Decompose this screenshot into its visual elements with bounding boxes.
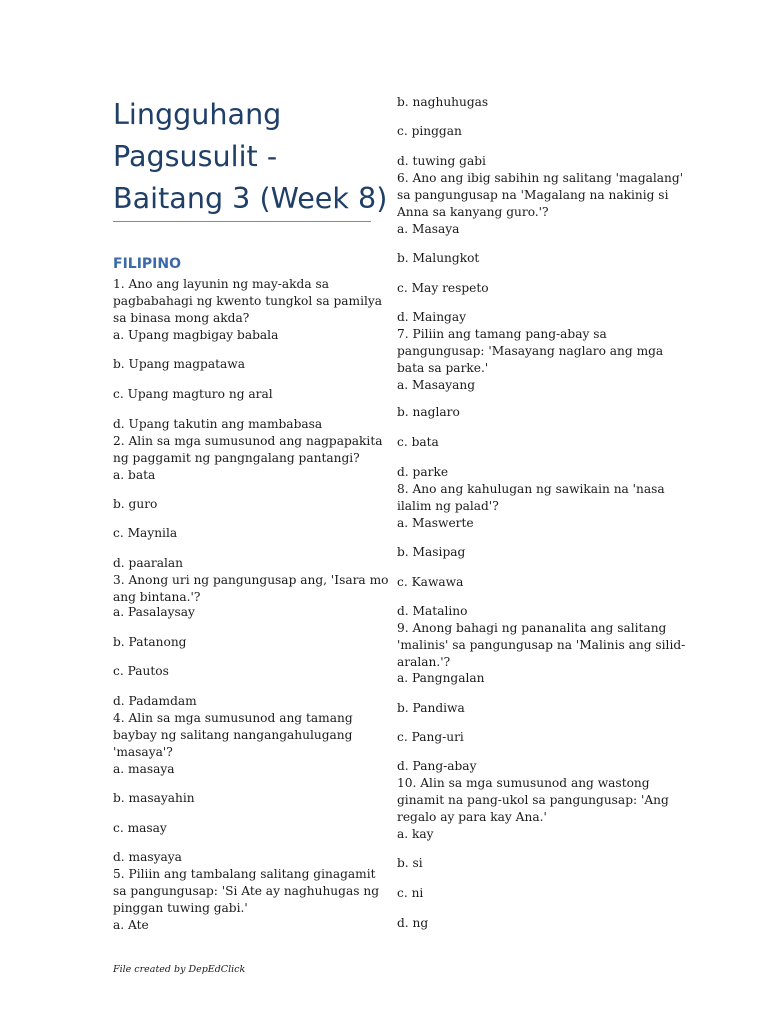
- subject-heading: FILIPINO: [113, 256, 181, 272]
- text-line: d. Padamdam: [113, 694, 197, 708]
- title-line: Lingguhang: [113, 97, 282, 131]
- text-line: b. naghuhugas: [397, 95, 489, 109]
- text-line: 2. Alin sa mga sumusunod ang nagpapakita: [113, 434, 383, 448]
- text-line: b. masayahin: [113, 791, 195, 805]
- text-line: b. Masipag: [397, 545, 466, 559]
- text-line: a. Ate: [113, 918, 149, 932]
- text-line: 9. Anong bahagi ng pananalita ang salitang: [397, 621, 667, 635]
- text-line: ng paggamit ng pangngalang pantangi?: [113, 451, 360, 465]
- text-line: ang bintana.'?: [113, 590, 201, 604]
- footer-credit: File created by DepEdClick: [113, 964, 246, 975]
- text-line: c. Maynila: [113, 526, 178, 540]
- text-line: d. Pang-abay: [397, 759, 477, 773]
- text-line: sa pangungusap na 'Magalang na nakinig si: [397, 188, 669, 202]
- text-line: d. ng: [397, 916, 429, 930]
- title-line: Pagsusulit -: [113, 139, 278, 173]
- text-line: a. Upang magbigay babala: [113, 328, 279, 342]
- text-line: b. Malungkot: [397, 251, 480, 265]
- text-line: bata sa parke.': [397, 361, 489, 375]
- title-divider: [113, 221, 371, 222]
- text-line: d. paaralan: [113, 556, 183, 570]
- text-line: 5. Piliin ang tambalang salitang ginagamit: [113, 867, 376, 881]
- text-line: a. bata: [113, 468, 156, 482]
- text-line: 1. Ano ang layunin ng may-akda sa: [113, 277, 329, 291]
- text-line: d. Maingay: [397, 310, 466, 324]
- text-line: 6. Ano ang ibig sabihin ng salitang 'magalang': [397, 171, 684, 185]
- text-line: b. Upang magpatawa: [113, 357, 245, 371]
- text-line: c. May respeto: [397, 281, 489, 295]
- text-line: c. masay: [113, 821, 167, 835]
- text-line: a. Masaya: [397, 222, 460, 236]
- text-line: pinggan tuwing gabi.': [113, 901, 248, 915]
- title-line: Baitang 3 (Week 8): [113, 181, 388, 215]
- text-line: 8. Ano ang kahulugan ng sawikain na 'nasa: [397, 482, 665, 496]
- text-line: pagbabahagi ng kwento tungkol sa pamilya: [113, 294, 383, 308]
- text-line: c. Upang magturo ng aral: [113, 387, 273, 401]
- text-line: aralan.'?: [397, 655, 451, 669]
- text-line: d. Matalino: [397, 604, 468, 618]
- text-line: sa pangungusap: 'Si Ate ay naghuhugas ng: [113, 884, 379, 898]
- text-line: a. masaya: [113, 762, 175, 776]
- text-line: ilalim ng palad'?: [397, 499, 499, 513]
- text-line: pangungusap: 'Masayang naglaro ang mga: [397, 344, 664, 358]
- text-line: c. Kawawa: [397, 575, 464, 589]
- text-line: c. Pang-uri: [397, 730, 464, 744]
- text-line: regalo ay para kay Ana.': [397, 810, 547, 824]
- text-line: a. Pasalaysay: [113, 605, 195, 619]
- text-line: ginamit na pang-ukol sa pangungusap: 'Ang: [397, 793, 669, 807]
- text-line: 'masaya'?: [113, 745, 173, 759]
- text-line: b. Patanong: [113, 635, 187, 649]
- text-line: baybay ng salitang nangangahulugang: [113, 728, 353, 742]
- text-line: a. Pangngalan: [397, 671, 485, 685]
- text-line: b. naglaro: [397, 405, 460, 419]
- text-line: b. si: [397, 856, 423, 870]
- text-line: c. Pautos: [113, 664, 169, 678]
- text-line: c. bata: [397, 435, 439, 449]
- text-line: b. Pandiwa: [397, 701, 465, 715]
- text-line: a. Masayang: [397, 378, 476, 392]
- text-line: sa binasa mong akda?: [113, 311, 250, 325]
- text-line: 7. Piliin ang tamang pang-abay sa: [397, 327, 607, 341]
- text-line: c. ni: [397, 886, 424, 900]
- text-line: d. parke: [397, 465, 449, 479]
- page-title: [113, 93, 388, 219]
- text-line: 4. Alin sa mga sumusunod ang tamang: [113, 711, 353, 725]
- text-line: 3. Anong uri ng pangungusap ang, 'Isara mo: [113, 573, 389, 587]
- text-line: d. Upang takutin ang mambabasa: [113, 417, 323, 431]
- text-line: 'malinis' sa pangungusap na 'Malinis ang silid-: [397, 638, 686, 652]
- text-line: b. guro: [113, 497, 158, 511]
- text-line: a. kay: [397, 827, 434, 841]
- text-line: Anna sa kanyang guro.'?: [397, 205, 549, 219]
- text-line: a. Maswerte: [397, 516, 474, 530]
- text-line: 10. Alin sa mga sumusunod ang wastong: [397, 776, 650, 790]
- text-line: d. tuwing gabi: [397, 154, 486, 168]
- text-line: d. masyaya: [113, 850, 182, 864]
- text-line: c. pinggan: [397, 124, 462, 138]
